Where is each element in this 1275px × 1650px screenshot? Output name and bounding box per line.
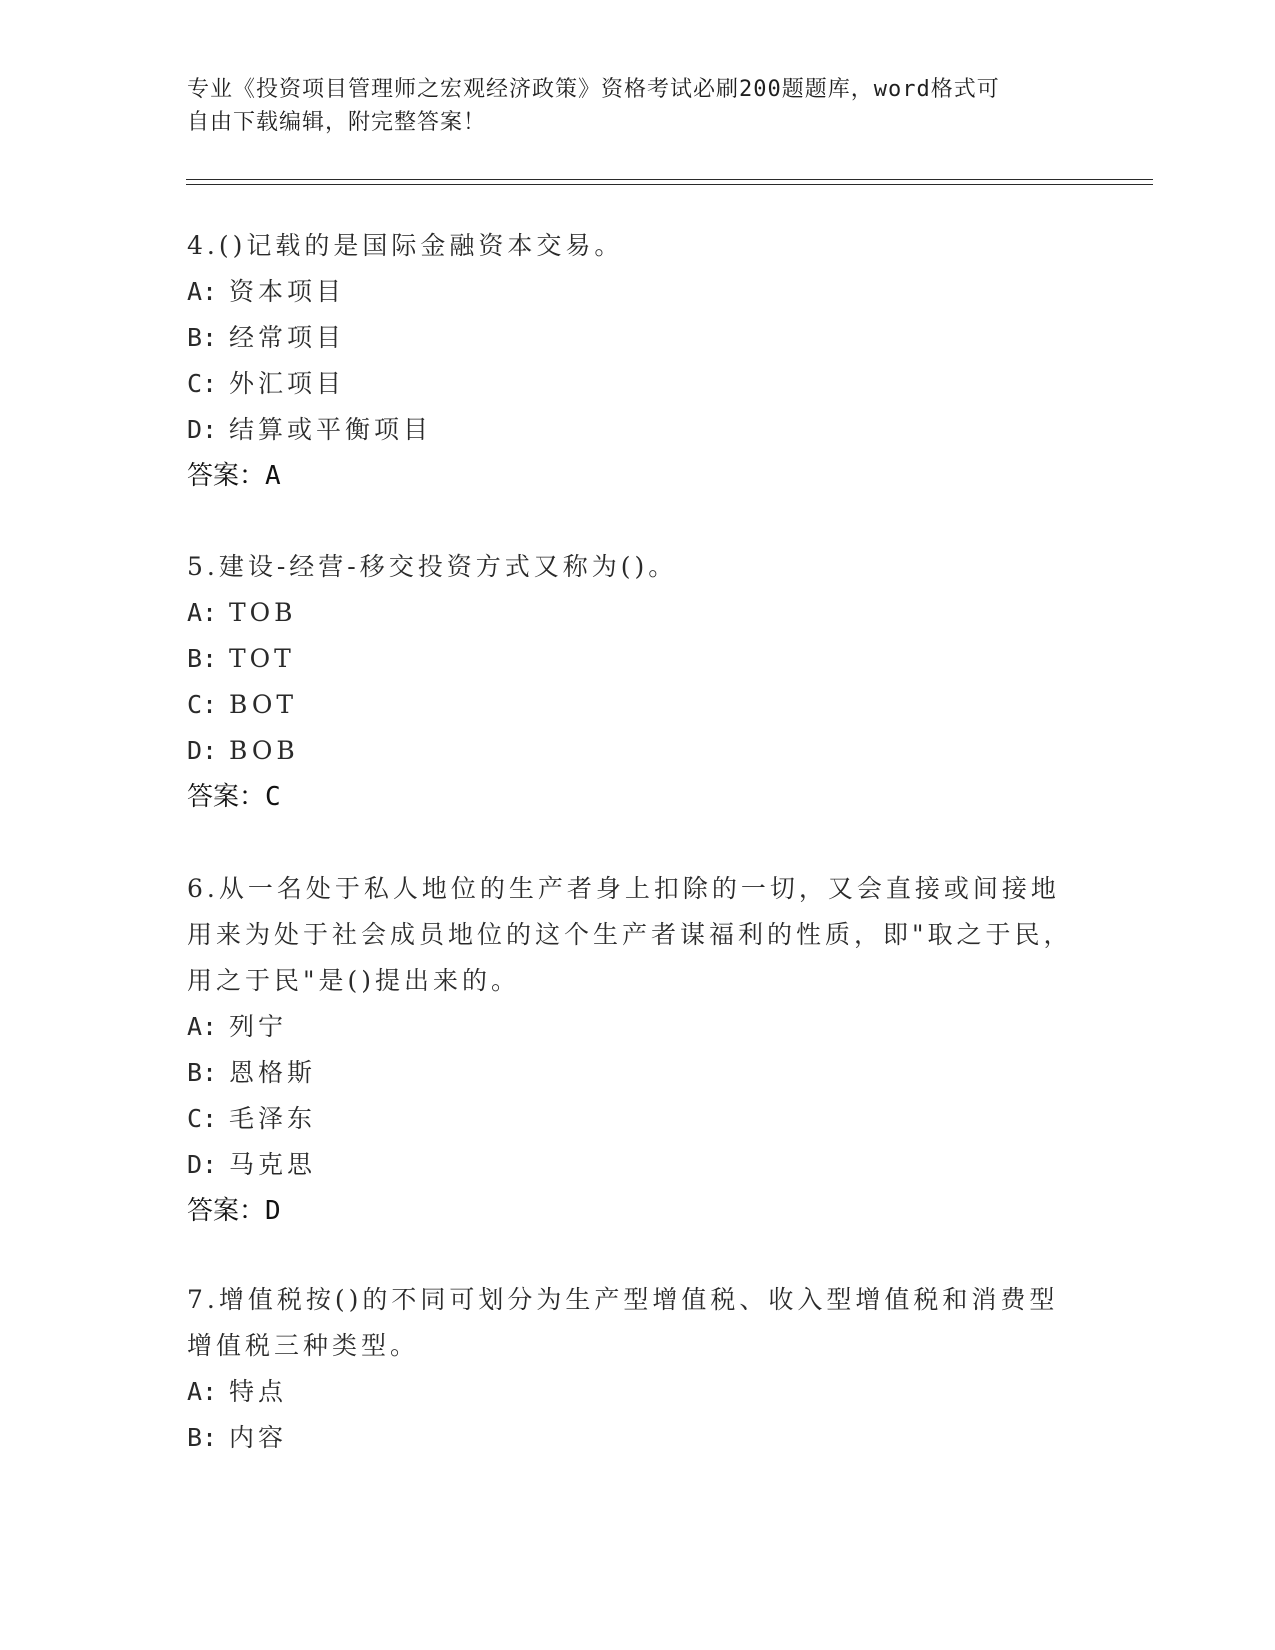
option-key: C: — [187, 369, 218, 398]
option-text: 马克思 — [229, 1150, 317, 1179]
answer-label: 答案： — [187, 782, 266, 812]
option-c — [187, 1096, 1087, 1142]
question-7 — [187, 1277, 1087, 1461]
header-line: 专业《投资项目管理师之宏观经济政策》资格考试必刷200题题库，word格式可 — [187, 77, 1000, 102]
option-text: 内容 — [229, 1423, 288, 1452]
option-text: 经常项目 — [229, 323, 346, 352]
option-text: 特点 — [229, 1377, 288, 1406]
option-key: C: — [187, 1104, 218, 1133]
header-line: 自由下载编辑，附完整答案！ — [187, 110, 487, 135]
answer-line — [187, 1188, 1087, 1234]
answer-line — [187, 774, 1087, 820]
stem-line: 增值税三种类型。 — [187, 1331, 420, 1360]
option-b — [187, 1415, 1087, 1461]
option-d — [187, 1142, 1087, 1188]
stem-line: 5.建设-经营-移交投资方式又称为()。 — [187, 552, 678, 581]
option-text: 结算或平衡项目 — [229, 415, 433, 444]
option-key: A: — [187, 598, 218, 627]
option-c — [187, 361, 1087, 407]
answer-label: 答案： — [187, 1196, 266, 1226]
option-text: TOB — [229, 598, 297, 627]
option-text: 恩格斯 — [229, 1058, 317, 1087]
stem-line: 6.从一名处于私人地位的生产者身上扣除的一切，又会直接或间接地 — [187, 874, 1060, 903]
option-key: A: — [187, 1012, 218, 1041]
question-6 — [187, 866, 1087, 1234]
stem-line: 7.增值税按()的不同可划分为生产型增值税、收入型增值税和消费型 — [187, 1285, 1059, 1314]
option-a — [187, 1004, 1087, 1050]
option-c — [187, 682, 1087, 728]
question-stem — [187, 544, 1087, 590]
option-text: 列宁 — [229, 1012, 288, 1041]
option-key: B: — [187, 323, 218, 352]
answer-value: C — [265, 782, 281, 812]
option-a — [187, 590, 1087, 636]
option-text: 毛泽东 — [229, 1104, 317, 1133]
answer-line — [187, 453, 1087, 499]
answer-value: D — [265, 1196, 281, 1226]
option-b — [187, 1050, 1087, 1096]
question-4 — [187, 223, 1087, 499]
answer-label: 答案： — [187, 461, 266, 491]
question-stem — [187, 223, 1087, 269]
option-d — [187, 407, 1087, 453]
question-stem — [187, 866, 1087, 1004]
option-key: D: — [187, 736, 218, 765]
option-key: A: — [187, 1377, 218, 1406]
option-key: C: — [187, 690, 218, 719]
header-divider — [186, 179, 1153, 180]
option-a — [187, 269, 1087, 315]
question-5 — [187, 544, 1087, 820]
option-a — [187, 1369, 1087, 1415]
answer-value: A — [265, 461, 281, 491]
option-key: B: — [187, 1058, 218, 1087]
option-text: 资本项目 — [229, 277, 346, 306]
option-key: D: — [187, 1150, 218, 1179]
option-text: BOB — [229, 736, 299, 765]
document-header — [187, 73, 1067, 139]
stem-line: 用之于民"是()提出来的。 — [187, 966, 521, 995]
option-key: A: — [187, 277, 218, 306]
option-d — [187, 728, 1087, 774]
option-key: D: — [187, 415, 218, 444]
option-b — [187, 636, 1087, 682]
option-text: TOT — [229, 644, 295, 673]
stem-line: 4.()记载的是国际金融资本交易。 — [187, 231, 624, 260]
stem-line: 用来为处于社会成员地位的这个生产者谋福利的性质，即"取之于民， — [187, 920, 1073, 949]
option-b — [187, 315, 1087, 361]
header-divider — [186, 184, 1153, 185]
option-text: BOT — [229, 690, 298, 719]
option-text: 外汇项目 — [229, 369, 346, 398]
option-key: B: — [187, 644, 218, 673]
option-key: B: — [187, 1423, 218, 1452]
question-stem — [187, 1277, 1087, 1369]
